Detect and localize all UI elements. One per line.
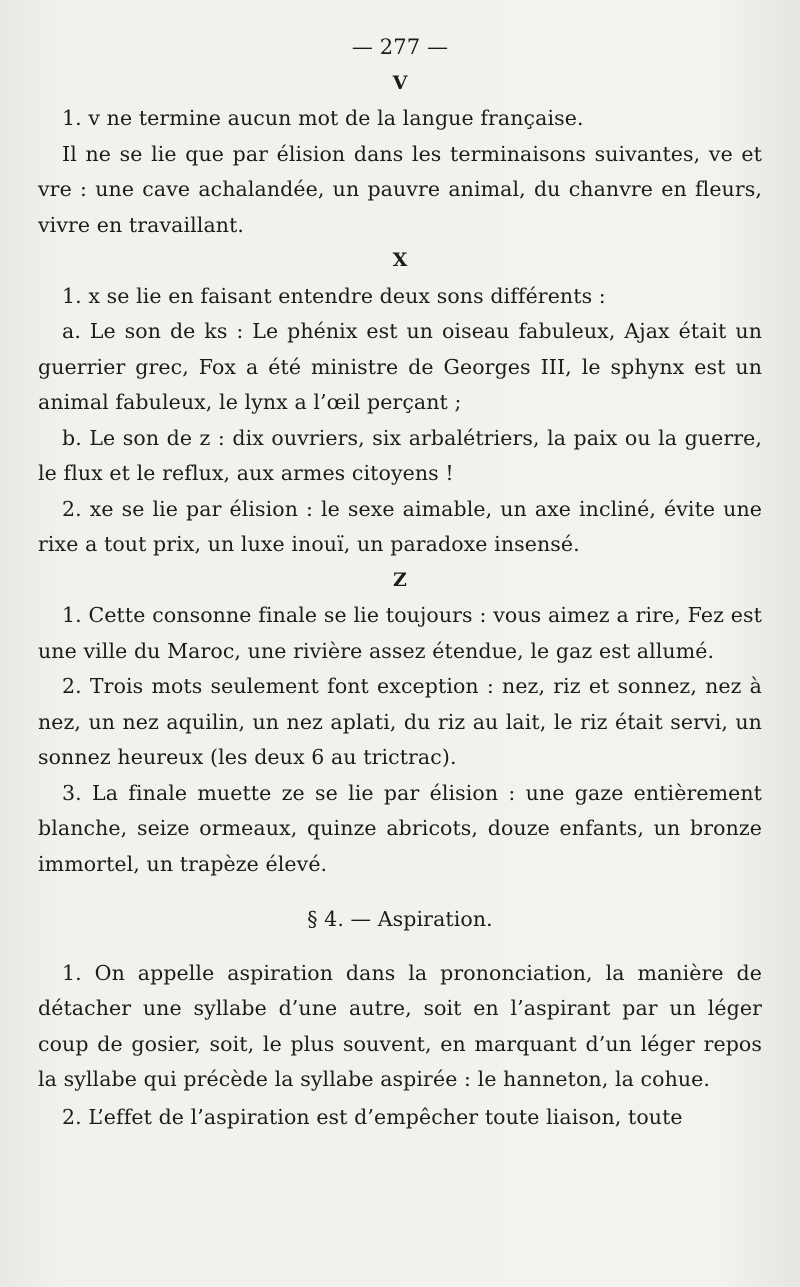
v-paragraph-2 — [38, 137, 762, 244]
section-heading-aspiration: § 4. — Aspiration. — [307, 907, 493, 931]
page-body — [38, 30, 762, 1135]
asp-p2-text: 2. L’effet de l’aspiration est d’empêcher toute liaison, toute — [62, 1104, 683, 1129]
v-paragraph-1 — [38, 101, 762, 137]
asp-p1-text: 1. On appelle aspiration dans la prononciation, la manière de détacher une syllabe d’une autre, soit en l’aspirant par un léger coup de gosier, soit, le plus souvent, en marquant d’un léger repos la syllabe qui précède la syllabe aspirée : le hanneton, la cohue. — [38, 960, 762, 1091]
aspiration-paragraph-1 — [38, 956, 762, 1098]
aspiration-paragraph-2 — [38, 1100, 762, 1136]
z-p1-text: 1. Cette consonne finale se lie toujours : vous aimez a rire, Fez est une ville du Maroc, une rivière assez étendue, le gaz est allumé. — [38, 603, 762, 663]
x-paragraph-1 — [38, 279, 762, 315]
x-paragraph-a — [38, 314, 762, 421]
x-p2-text: 2. xe se lie par élision : le sexe aimable, un axe incliné, évite une rixe a tout prix, un luxe inouï, un paradoxe insensé. — [38, 496, 762, 556]
x-pa-text: a. Le son de ks : Le phénix est un oiseau fabuleux, Ajax était un guerrier grec, Fox a été ministre de Georges III, le sphynx est un animal fabuleux, le lynx a l’œil perçant ; — [38, 319, 762, 414]
z-p2-text: 2. Trois mots seulement font exception : nez, riz et sonnez, nez à nez, un nez aquilin, un nez aplati, du riz au lait, le riz était servi, un sonnez heureux (les deux 6 au trictrac). — [38, 674, 762, 769]
x-paragraph-b — [38, 421, 762, 492]
heading-z: Z — [393, 568, 407, 591]
z-paragraph-1 — [38, 598, 762, 669]
v-p1-text: 1. v ne termine aucun mot de la langue française. — [62, 106, 584, 130]
z-p3-text: 3. La finale muette ze se lie par élision : une gaze entièrement blanche, seize ormeaux, quinze abricots, douze enfants, un bronze immortel, un trapèze élevé. — [38, 780, 762, 876]
z-paragraph-2 — [38, 669, 762, 776]
heading-x: X — [392, 249, 408, 271]
x-p1-text: 1. x se lie en faisant entendre deux sons différents : — [62, 283, 606, 308]
x-paragraph-2 — [38, 492, 762, 563]
page-number: — 277 — — [351, 35, 449, 59]
v-p2-text: Il ne se lie que par élision dans les terminaisons suivantes, ve et vre : une cave achalandée, un pauvre animal, du chanvre en fleurs, vivre en travaillant. — [38, 141, 762, 237]
z-paragraph-3 — [38, 776, 762, 883]
x-pb-text: b. Le son de z : dix ouvriers, six arbalétriers, la paix ou la guerre, le flux et le reflux, aux armes citoyens ! — [38, 425, 762, 485]
heading-v: V — [392, 71, 408, 94]
